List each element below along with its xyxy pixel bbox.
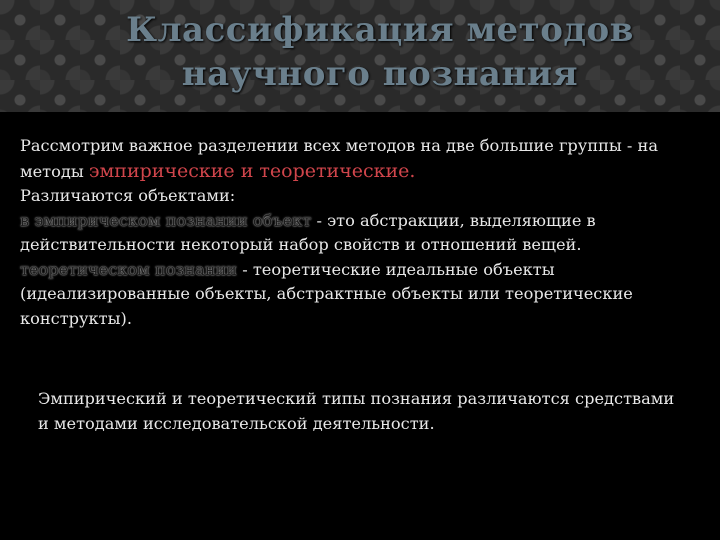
theoretical-description: - теоретические идеальные объекты (идеализированные объекты, абстрактные объекты или теоретические конструкты). bbox=[20, 259, 633, 328]
intro-paragraph bbox=[20, 134, 700, 184]
intro-highlight: эмпирические и теоретические. bbox=[88, 159, 416, 182]
slide-body bbox=[20, 134, 700, 331]
empirical-paragraph bbox=[20, 209, 700, 258]
conclusion-paragraph: Эмпирический и теоретический типы познания различаются средствами и методами исследовательской деятельности. bbox=[38, 389, 675, 433]
title-line-2: научного познания bbox=[181, 54, 579, 94]
slide-title bbox=[80, 8, 680, 96]
differ-line: Различаются объектами: bbox=[20, 186, 236, 205]
empirical-term: в эмпирическом познании объект bbox=[20, 210, 312, 230]
empirical-description: - это абстракции, выделяющие в действительности некоторый набор свойств и отношений вещей. bbox=[20, 210, 596, 254]
theoretical-term: теоретическом познании bbox=[20, 259, 238, 279]
title-line-1: Классификация методов bbox=[126, 10, 634, 50]
theoretical-paragraph bbox=[20, 258, 700, 332]
intro-text: Рассмотрим важное разделении всех методов на две большие группы - на методы bbox=[20, 136, 658, 181]
